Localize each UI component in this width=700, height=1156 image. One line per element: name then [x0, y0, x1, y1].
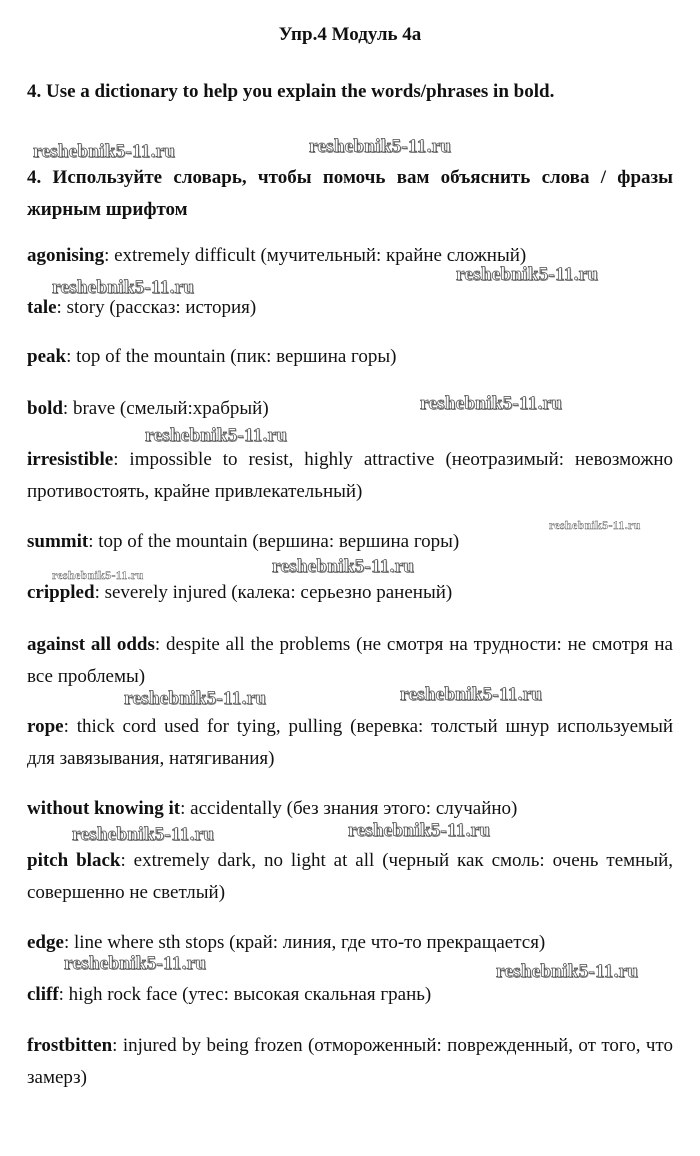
page-title: Упр.4 Модуль 4а — [278, 24, 422, 45]
vocab-term: rope — [27, 716, 64, 737]
vocab-definition: : line where sth stops (край: линия, где что-то прекращается) — [63, 932, 546, 953]
vocab-term: pitch black — [27, 850, 121, 871]
vocab-definition: : extremely dark, no light at all (черный как смоль: очень темный, совершенно не светлый) — [27, 850, 673, 903]
task-instruction-english: 4. Use a dictionary to help you explain the words/phrases in bold. — [27, 81, 555, 102]
watermark: reshebnik5-11.ru — [496, 961, 639, 982]
vocab-term: without knowing it — [27, 798, 181, 819]
task-instruction-russian: 4. Используйте словарь, чтобы помочь вам объяснить слова / фразы жирным шрифтом — [27, 167, 673, 220]
vocab-entry-peak — [27, 341, 673, 373]
watermark: reshebnik5-11.ru — [456, 264, 599, 285]
vocab-definition: : high rock face (утес: высокая скальная грань) — [58, 984, 432, 1005]
vocab-term: agonising — [27, 245, 105, 266]
watermark: reshebnik5-11.ru — [400, 684, 543, 705]
watermark: reshebnik5-11.ru — [52, 568, 144, 582]
vocab-term: edge — [27, 932, 64, 953]
vocab-definition: : injured by being frozen (отмороженный: поврежденный, от того, что замерз) — [27, 1035, 673, 1088]
watermark: reshebnik5-11.ru — [420, 393, 563, 414]
vocab-definition: : despite all the problems (не смотря на трудности: не смотря на все проблемы) — [27, 634, 673, 687]
vocab-term: summit — [27, 531, 89, 552]
vocab-term: cliff — [27, 984, 59, 1005]
vocab-definition: : brave (смелый:храбрый) — [62, 398, 269, 419]
vocab-definition: : top of the mountain (пик: вершина горы) — [66, 346, 397, 367]
watermark: reshebnik5-11.ru — [145, 425, 288, 446]
watermark: reshebnik5-11.ru — [72, 824, 215, 845]
watermark: reshebnik5-11.ru — [33, 141, 176, 162]
vocab-term: crippled — [27, 582, 95, 603]
vocab-definition: : top of the mountain (вершина: вершина горы) — [88, 531, 460, 552]
watermark: reshebnik5-11.ru — [549, 518, 641, 532]
watermark: reshebnik5-11.ru — [52, 277, 195, 298]
vocab-definition: : accidentally (без знания этого: случайно) — [180, 798, 518, 819]
watermark: reshebnik5-11.ru — [64, 953, 207, 974]
vocab-term: against all odds — [27, 634, 155, 655]
watermark: reshebnik5-11.ru — [124, 688, 267, 709]
vocab-definition: : severely injured (калека: серьезно раненый) — [94, 582, 453, 603]
vocab-entry-pitch-black — [27, 845, 673, 909]
vocab-entry-rope — [27, 711, 673, 775]
vocab-entry-against-all-odds — [27, 629, 673, 693]
vocab-definition: : story (рассказ: история) — [56, 297, 257, 318]
vocab-entry-cliff — [27, 979, 673, 1011]
vocab-term: frostbitten — [27, 1035, 113, 1056]
vocab-entry-bold — [27, 393, 673, 425]
vocab-term: bold — [27, 398, 63, 419]
vocab-definition: : impossible to resist, highly attractive (неотразимый: невозможно противостоять, крайне привлекательный) — [27, 449, 673, 502]
watermark: reshebnik5-11.ru — [309, 136, 452, 157]
vocab-entry-frostbitten — [27, 1030, 673, 1094]
vocab-term: tale — [27, 297, 57, 318]
vocab-entry-irresistible — [27, 444, 673, 508]
watermark: reshebnik5-11.ru — [272, 556, 415, 577]
vocab-definition: : thick cord used for tying, pulling (веревка: толстый шнур используемый для завязывания, натягивания) — [27, 716, 673, 769]
vocab-definition: : extremely difficult (мучительный: крайне сложный) — [104, 245, 527, 266]
vocab-term: peak — [27, 346, 67, 367]
vocab-term: irresistible — [27, 449, 114, 470]
watermark: reshebnik5-11.ru — [348, 820, 491, 841]
